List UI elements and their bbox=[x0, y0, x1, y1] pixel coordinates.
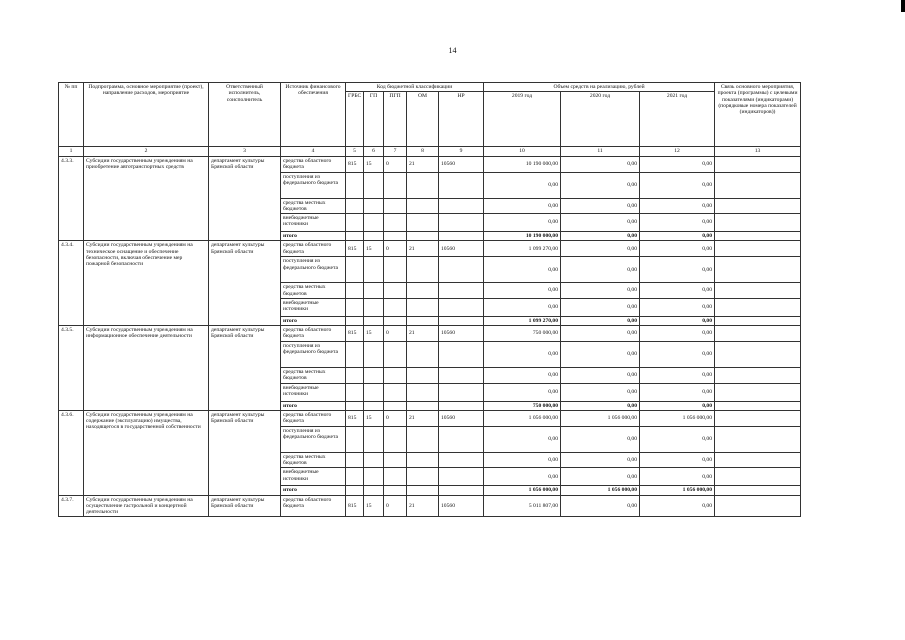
amount-2019: 10 190 000,00 bbox=[484, 156, 561, 172]
column-number: 6 bbox=[364, 147, 384, 156]
code-nr bbox=[439, 198, 484, 214]
code-grbs bbox=[346, 298, 364, 316]
code-om bbox=[407, 172, 439, 198]
total-code-cell bbox=[439, 232, 484, 241]
amount-2021: 0,00 bbox=[640, 426, 715, 452]
amount-2021: 0,00 bbox=[640, 156, 715, 172]
code-grbs bbox=[346, 283, 364, 299]
item-name: Субсидии государственным учреждениям на содержание (эксплуатацию) имущества, находящегося в государственной собственности bbox=[84, 410, 209, 495]
code-om bbox=[407, 283, 439, 299]
table-row bbox=[59, 241, 801, 257]
total-amount-2019: 750 000,00 bbox=[484, 401, 561, 410]
amount-2019: 1 099 270,00 bbox=[484, 241, 561, 257]
amount-2019: 5 011 807,00 bbox=[484, 495, 561, 517]
total-code-cell bbox=[407, 401, 439, 410]
funding-source: поступления из федерального бюджета bbox=[281, 257, 346, 283]
code-grbs bbox=[346, 198, 364, 214]
indicator-link bbox=[715, 172, 801, 198]
table-row bbox=[59, 410, 801, 426]
header-volume: Объем средств на реализацию, рублей bbox=[484, 83, 715, 92]
total-label: итого bbox=[281, 232, 346, 241]
total-amount-2020: 0,00 bbox=[561, 232, 640, 241]
code-om: 21 bbox=[407, 326, 439, 342]
total-code-cell bbox=[346, 232, 364, 241]
item-number: 4.3.7. bbox=[59, 495, 84, 517]
column-number: 3 bbox=[209, 147, 281, 156]
indicator-link bbox=[715, 232, 801, 241]
funding-source: поступления из федерального бюджета bbox=[281, 172, 346, 198]
header-no: № пп bbox=[59, 83, 84, 147]
code-nr bbox=[439, 214, 484, 232]
funding-source: средства областного бюджета bbox=[281, 241, 346, 257]
amount-2021: 0,00 bbox=[640, 342, 715, 368]
amount-2020: 0,00 bbox=[561, 342, 640, 368]
amount-2019: 0,00 bbox=[484, 383, 561, 401]
code-nr bbox=[439, 257, 484, 283]
column-number: 12 bbox=[640, 147, 715, 156]
total-code-cell bbox=[364, 401, 384, 410]
code-pgp bbox=[384, 198, 407, 214]
total-amount-2021: 0,00 bbox=[640, 316, 715, 325]
code-gp bbox=[364, 342, 384, 368]
indicator-link bbox=[715, 410, 801, 426]
amount-2019: 0,00 bbox=[484, 452, 561, 468]
total-code-cell bbox=[384, 401, 407, 410]
funding-source: средства областного бюджета bbox=[281, 410, 346, 426]
code-pgp bbox=[384, 283, 407, 299]
total-amount-2021: 0,00 bbox=[640, 232, 715, 241]
code-pgp bbox=[384, 368, 407, 384]
code-om: 21 bbox=[407, 156, 439, 172]
header-2021: 2021 год bbox=[640, 92, 715, 147]
amount-2021: 0,00 bbox=[640, 257, 715, 283]
funding-source: средства местных бюджетов bbox=[281, 452, 346, 468]
amount-2021: 0,00 bbox=[640, 383, 715, 401]
code-pgp: 0 bbox=[384, 326, 407, 342]
header-pgp: ПГП bbox=[384, 92, 407, 147]
code-grbs bbox=[346, 257, 364, 283]
code-grbs: 815 bbox=[346, 241, 364, 257]
indicator-link bbox=[715, 214, 801, 232]
indicator-link bbox=[715, 198, 801, 214]
total-code-cell bbox=[364, 486, 384, 495]
code-om bbox=[407, 257, 439, 283]
funding-source: средства областного бюджета bbox=[281, 156, 346, 172]
item-number: 4.3.6. bbox=[59, 410, 84, 495]
indicator-link bbox=[715, 257, 801, 283]
table-row bbox=[59, 495, 801, 517]
amount-2021: 0,00 bbox=[640, 214, 715, 232]
code-om bbox=[407, 383, 439, 401]
indicator-link bbox=[715, 326, 801, 342]
column-number: 13 bbox=[715, 147, 801, 156]
item-executor: департамент культуры Брянской области bbox=[209, 156, 281, 241]
code-gp: 15 bbox=[364, 410, 384, 426]
code-pgp bbox=[384, 342, 407, 368]
code-gp bbox=[364, 368, 384, 384]
code-om bbox=[407, 468, 439, 486]
code-gp bbox=[364, 214, 384, 232]
amount-2021: 0,00 bbox=[640, 172, 715, 198]
amount-2021: 0,00 bbox=[640, 241, 715, 257]
total-amount-2019: 1 056 000,00 bbox=[484, 486, 561, 495]
header-executor: Ответственный исполнитель, соисполнитель bbox=[209, 83, 281, 147]
code-grbs: 815 bbox=[346, 156, 364, 172]
code-pgp bbox=[384, 383, 407, 401]
total-code-cell bbox=[439, 316, 484, 325]
code-grbs bbox=[346, 426, 364, 452]
amount-2020: 1 056 000,00 bbox=[561, 410, 640, 426]
column-number: 4 bbox=[281, 147, 346, 156]
code-pgp bbox=[384, 468, 407, 486]
total-label: итого bbox=[281, 316, 346, 325]
item-number: 4.3.5. bbox=[59, 326, 84, 411]
header-link: Связь основного мероприятия, проекта (программы) с целевыми показателями (индикаторами) (порядковые номера показателей (индикаторов)) bbox=[715, 83, 801, 147]
column-number: 2 bbox=[84, 147, 209, 156]
item-executor: департамент культуры Брянской области bbox=[209, 410, 281, 495]
funding-source: внебюджетные источники bbox=[281, 298, 346, 316]
code-gp bbox=[364, 452, 384, 468]
code-om bbox=[407, 298, 439, 316]
funding-source: средства местных бюджетов bbox=[281, 198, 346, 214]
total-label: итого bbox=[281, 401, 346, 410]
amount-2021: 0,00 bbox=[640, 495, 715, 517]
header-om: ОМ bbox=[407, 92, 439, 147]
amount-2020: 0,00 bbox=[561, 368, 640, 384]
total-amount-2020: 0,00 bbox=[561, 316, 640, 325]
total-code-cell bbox=[346, 401, 364, 410]
amount-2021: 0,00 bbox=[640, 298, 715, 316]
funding-source: поступления из федерального бюджета bbox=[281, 426, 346, 452]
code-nr bbox=[439, 298, 484, 316]
code-gp bbox=[364, 468, 384, 486]
code-gp bbox=[364, 298, 384, 316]
indicator-link bbox=[715, 316, 801, 325]
code-pgp bbox=[384, 298, 407, 316]
amount-2019: 0,00 bbox=[484, 298, 561, 316]
column-number: 9 bbox=[439, 147, 484, 156]
code-pgp: 0 bbox=[384, 241, 407, 257]
amount-2020: 0,00 bbox=[561, 495, 640, 517]
funding-source: средства местных бюджетов bbox=[281, 283, 346, 299]
item-number: 4.3.3. bbox=[59, 156, 84, 241]
amount-2021: 0,00 bbox=[640, 368, 715, 384]
amount-2020: 0,00 bbox=[561, 468, 640, 486]
amount-2019: 0,00 bbox=[484, 342, 561, 368]
indicator-link bbox=[715, 495, 801, 517]
funding-source: средства областного бюджета bbox=[281, 326, 346, 342]
code-gp: 15 bbox=[364, 241, 384, 257]
amount-2020: 0,00 bbox=[561, 283, 640, 299]
total-amount-2020: 1 056 000,00 bbox=[561, 486, 640, 495]
code-pgp: 0 bbox=[384, 410, 407, 426]
code-pgp bbox=[384, 172, 407, 198]
indicator-link bbox=[715, 452, 801, 468]
amount-2020: 0,00 bbox=[561, 426, 640, 452]
indicator-link bbox=[715, 298, 801, 316]
total-amount-2019: 10 190 000,00 bbox=[484, 232, 561, 241]
header-program: Подпрограмма, основное мероприятие (проект), направление расходов, мероприятие bbox=[84, 83, 209, 147]
code-gp bbox=[364, 283, 384, 299]
funding-source: внебюджетные источники bbox=[281, 468, 346, 486]
amount-2020: 0,00 bbox=[561, 326, 640, 342]
amount-2021: 0,00 bbox=[640, 198, 715, 214]
amount-2020: 0,00 bbox=[561, 257, 640, 283]
code-nr bbox=[439, 342, 484, 368]
total-label: итого bbox=[281, 486, 346, 495]
column-numbers-row bbox=[59, 147, 801, 156]
indicator-link bbox=[715, 241, 801, 257]
amount-2020: 0,00 bbox=[561, 383, 640, 401]
code-gp bbox=[364, 426, 384, 452]
indicator-link bbox=[715, 383, 801, 401]
code-grbs: 815 bbox=[346, 410, 364, 426]
code-pgp bbox=[384, 452, 407, 468]
code-om: 21 bbox=[407, 495, 439, 517]
column-number: 11 bbox=[561, 147, 640, 156]
column-number: 5 bbox=[346, 147, 364, 156]
total-code-cell bbox=[346, 316, 364, 325]
item-executor: департамент культуры Брянской области bbox=[209, 495, 281, 517]
funding-source: поступления из федерального бюджета bbox=[281, 342, 346, 368]
amount-2019: 0,00 bbox=[484, 214, 561, 232]
amount-2021: 0,00 bbox=[640, 468, 715, 486]
funding-source: средства местных бюджетов bbox=[281, 368, 346, 384]
column-number: 8 bbox=[407, 147, 439, 156]
total-code-cell bbox=[384, 316, 407, 325]
column-number: 7 bbox=[384, 147, 407, 156]
code-nr bbox=[439, 452, 484, 468]
amount-2019: 750 000,00 bbox=[484, 326, 561, 342]
funding-source: внебюджетные источники bbox=[281, 383, 346, 401]
code-grbs bbox=[346, 468, 364, 486]
header-budget-code: Код бюджетной классификации bbox=[346, 83, 484, 92]
amount-2019: 0,00 bbox=[484, 283, 561, 299]
total-code-cell bbox=[439, 486, 484, 495]
amount-2020: 0,00 bbox=[561, 241, 640, 257]
code-grbs: 815 bbox=[346, 326, 364, 342]
total-code-cell bbox=[384, 486, 407, 495]
code-gp bbox=[364, 198, 384, 214]
amount-2019: 0,00 bbox=[484, 172, 561, 198]
item-name: Субсидии государственным учреждениям на техническое оснащение и обеспечение безопасности, включая обеспечение мер пожарной безопасности bbox=[84, 241, 209, 326]
code-pgp: 0 bbox=[384, 495, 407, 517]
code-pgp: 0 bbox=[384, 156, 407, 172]
edge-mark bbox=[901, 0, 905, 12]
amount-2021: 0,00 bbox=[640, 326, 715, 342]
amount-2020: 0,00 bbox=[561, 172, 640, 198]
header-grbs: ГРБС bbox=[346, 92, 364, 147]
amount-2021: 1 056 000,00 bbox=[640, 410, 715, 426]
code-gp bbox=[364, 383, 384, 401]
indicator-link bbox=[715, 342, 801, 368]
total-amount-2021: 1 056 000,00 bbox=[640, 486, 715, 495]
indicator-link bbox=[715, 468, 801, 486]
code-nr bbox=[439, 383, 484, 401]
table-row bbox=[59, 326, 801, 342]
item-name: Субсидии государственным учреждениям на информационное обеспечение деятельности bbox=[84, 326, 209, 411]
indicator-link bbox=[715, 486, 801, 495]
code-grbs bbox=[346, 452, 364, 468]
column-number: 10 bbox=[484, 147, 561, 156]
column-number: 1 bbox=[59, 147, 84, 156]
total-code-cell bbox=[407, 486, 439, 495]
code-om bbox=[407, 368, 439, 384]
amount-2020: 0,00 bbox=[561, 198, 640, 214]
page-number: 14 bbox=[448, 46, 457, 55]
code-pgp bbox=[384, 257, 407, 283]
indicator-link bbox=[715, 368, 801, 384]
code-om: 21 bbox=[407, 241, 439, 257]
indicator-link bbox=[715, 426, 801, 452]
code-grbs bbox=[346, 172, 364, 198]
code-grbs bbox=[346, 383, 364, 401]
funding-source: средства областного бюджета bbox=[281, 495, 346, 517]
code-nr: 10560 bbox=[439, 326, 484, 342]
amount-2019: 0,00 bbox=[484, 368, 561, 384]
header-source: Источник финансового обеспечения bbox=[281, 83, 346, 147]
amount-2019: 0,00 bbox=[484, 257, 561, 283]
item-executor: департамент культуры Брянской области bbox=[209, 326, 281, 411]
code-gp bbox=[364, 257, 384, 283]
header-row-1 bbox=[59, 83, 801, 92]
amount-2021: 0,00 bbox=[640, 283, 715, 299]
code-nr bbox=[439, 468, 484, 486]
code-grbs: 815 bbox=[346, 495, 364, 517]
code-om bbox=[407, 214, 439, 232]
amount-2021: 0,00 bbox=[640, 452, 715, 468]
item-number: 4.3.4. bbox=[59, 241, 84, 326]
total-code-cell bbox=[346, 486, 364, 495]
code-nr bbox=[439, 426, 484, 452]
code-nr bbox=[439, 368, 484, 384]
code-nr bbox=[439, 172, 484, 198]
total-code-cell bbox=[407, 316, 439, 325]
code-grbs bbox=[346, 214, 364, 232]
code-nr: 10560 bbox=[439, 410, 484, 426]
code-nr: 10560 bbox=[439, 495, 484, 517]
amount-2019: 0,00 bbox=[484, 468, 561, 486]
item-name: Субсидии государственным учреждениям на осуществление гастрольной и концертной деятельности bbox=[84, 495, 209, 517]
amount-2019: 1 056 000,00 bbox=[484, 410, 561, 426]
total-code-cell bbox=[407, 232, 439, 241]
amount-2020: 0,00 bbox=[561, 156, 640, 172]
amount-2020: 0,00 bbox=[561, 298, 640, 316]
code-nr: 10560 bbox=[439, 156, 484, 172]
amount-2020: 0,00 bbox=[561, 452, 640, 468]
code-pgp bbox=[384, 214, 407, 232]
header-2019: 2019 год bbox=[484, 92, 561, 147]
total-amount-2020: 0,00 bbox=[561, 401, 640, 410]
total-code-cell bbox=[364, 232, 384, 241]
code-om bbox=[407, 198, 439, 214]
indicator-link bbox=[715, 283, 801, 299]
amount-2020: 0,00 bbox=[561, 214, 640, 232]
code-nr bbox=[439, 283, 484, 299]
header-nr: НР bbox=[439, 92, 484, 147]
code-gp: 15 bbox=[364, 495, 384, 517]
total-amount-2021: 0,00 bbox=[640, 401, 715, 410]
indicator-link bbox=[715, 156, 801, 172]
code-pgp bbox=[384, 426, 407, 452]
code-nr: 10560 bbox=[439, 241, 484, 257]
amount-2019: 0,00 bbox=[484, 198, 561, 214]
code-gp: 15 bbox=[364, 326, 384, 342]
table-row bbox=[59, 156, 801, 172]
code-gp bbox=[364, 172, 384, 198]
total-code-cell bbox=[439, 401, 484, 410]
code-om: 21 bbox=[407, 410, 439, 426]
indicator-link bbox=[715, 401, 801, 410]
total-code-cell bbox=[384, 232, 407, 241]
code-om bbox=[407, 452, 439, 468]
code-om bbox=[407, 426, 439, 452]
header-gp: ГП bbox=[364, 92, 384, 147]
code-gp: 15 bbox=[364, 156, 384, 172]
code-grbs bbox=[346, 368, 364, 384]
amount-2019: 0,00 bbox=[484, 426, 561, 452]
total-amount-2019: 1 099 270,00 bbox=[484, 316, 561, 325]
total-code-cell bbox=[364, 316, 384, 325]
header-2020: 2020 год bbox=[561, 92, 640, 147]
budget-table bbox=[58, 82, 801, 517]
item-name: Субсидии государственным учреждениям на приобретение автотранспортных средств bbox=[84, 156, 209, 241]
funding-source: внебюджетные источники bbox=[281, 214, 346, 232]
code-grbs bbox=[346, 342, 364, 368]
code-om bbox=[407, 342, 439, 368]
item-executor: департамент культуры Брянской области bbox=[209, 241, 281, 326]
